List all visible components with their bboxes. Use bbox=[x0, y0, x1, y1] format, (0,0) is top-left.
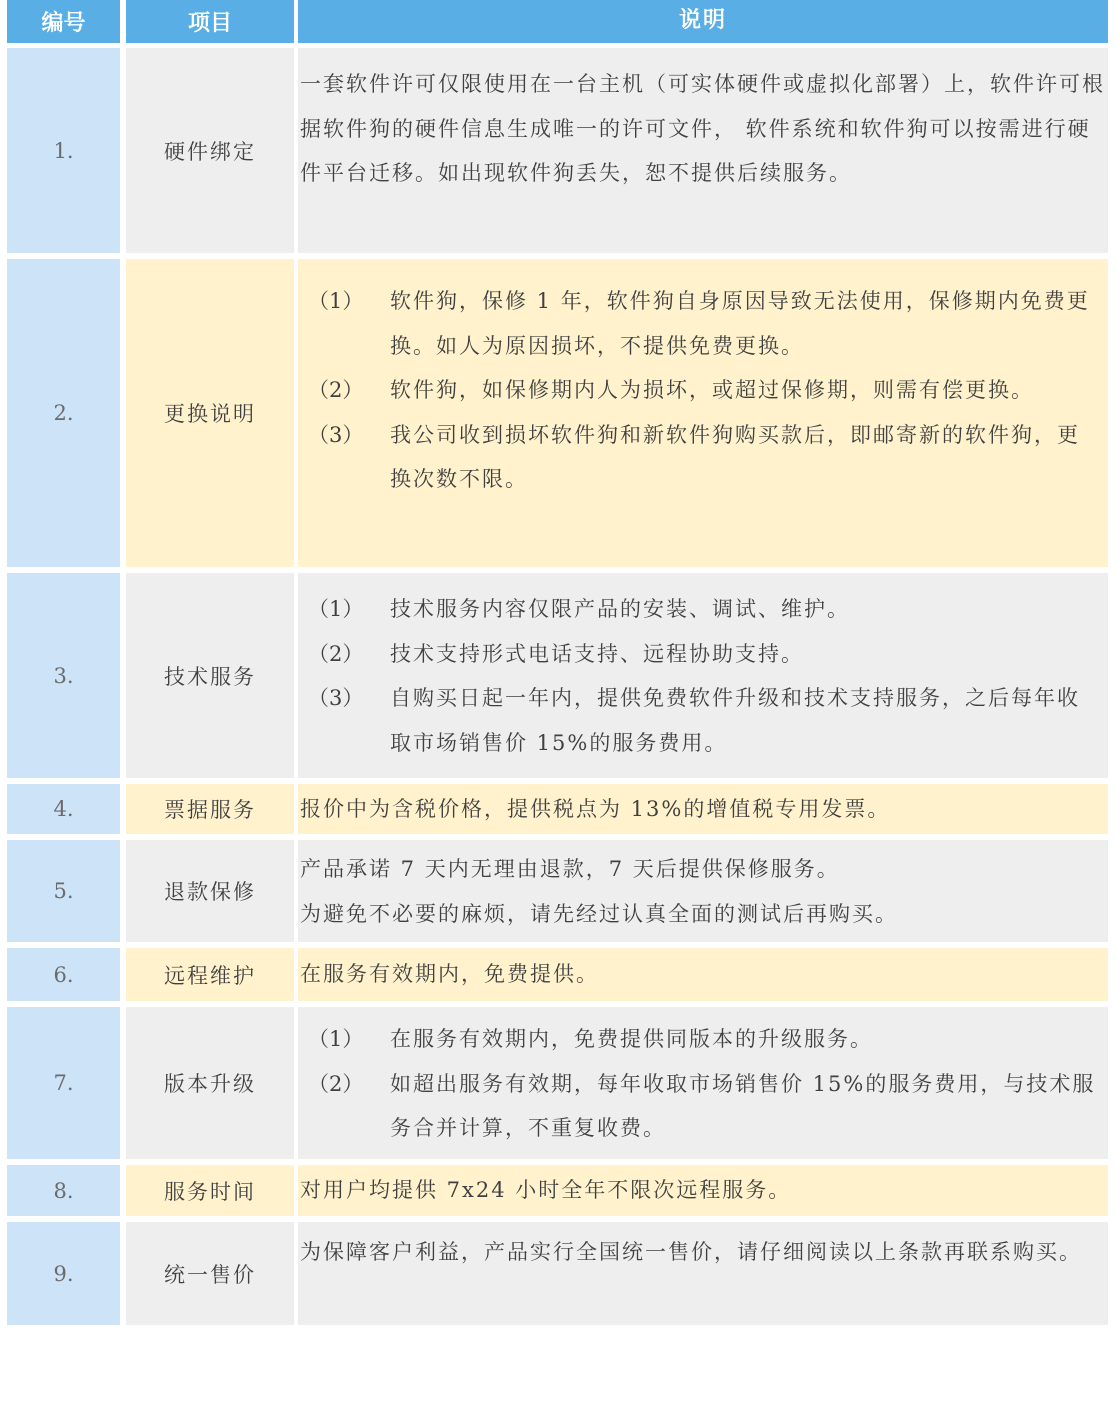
list-number: （2） bbox=[308, 1071, 364, 1096]
row-number: 1. bbox=[7, 48, 120, 253]
row-number: 6. bbox=[7, 948, 120, 1001]
list-text: 自购买日起一年内，提供免费软件升级和技术支持服务，之后每年收取市场销售价 15%的服务费用。 bbox=[390, 686, 1080, 755]
row-number: 4. bbox=[7, 784, 120, 834]
table-row bbox=[0, 840, 1118, 942]
row-number: 5. bbox=[7, 840, 120, 942]
table-row bbox=[0, 48, 1118, 253]
list-item bbox=[308, 587, 1108, 632]
row-number: 2. bbox=[7, 259, 120, 567]
list-item bbox=[308, 1017, 1108, 1062]
row-desc bbox=[298, 573, 1108, 778]
table-row bbox=[0, 784, 1118, 834]
list-text: 技术支持形式电话支持、远程协助支持。 bbox=[390, 641, 804, 666]
list-number: （3） bbox=[308, 422, 364, 447]
header-item: 项目 bbox=[126, 0, 294, 43]
table-header bbox=[0, 0, 1118, 43]
list-number: （1） bbox=[308, 597, 364, 621]
row-desc: 一套软件许可仅限使用在一台主机（可实体硬件或虚拟化部署）上，软件许可根据软件狗的硬件信息生成唯一的许可文件， 软件系统和软件狗可以按需进行硬件平台迁移。如出现软件狗丢失，恕不提供后续服务。 bbox=[298, 48, 1108, 253]
table-row bbox=[0, 1222, 1118, 1325]
desc-line: 为避免不必要的麻烦，请先经过认真全面的测试后再购买。 bbox=[300, 901, 898, 926]
row-item: 统一售价 bbox=[126, 1222, 294, 1325]
list-item bbox=[308, 632, 1108, 677]
row-item: 更换说明 bbox=[126, 259, 294, 567]
row-desc: 报价中为含税价格，提供税点为 13%的增值税专用发票。 bbox=[298, 784, 1108, 834]
list-number: （1） bbox=[308, 289, 364, 313]
table-row bbox=[0, 1007, 1118, 1159]
table-row bbox=[0, 573, 1118, 778]
list-item bbox=[308, 279, 1108, 368]
row-item: 票据服务 bbox=[126, 784, 294, 834]
list-item bbox=[308, 676, 1108, 765]
list-text: 技术服务内容仅限产品的安装、调试、维护。 bbox=[390, 597, 850, 621]
row-desc bbox=[298, 840, 1108, 942]
list-number: （1） bbox=[308, 1027, 364, 1051]
desc-line: 产品承诺 7 天内无理由退款，7 天后提供保修服务。 bbox=[300, 857, 840, 881]
list-text: 在服务有效期内，免费提供同版本的升级服务。 bbox=[390, 1027, 873, 1051]
header-no: 编号 bbox=[7, 0, 120, 43]
row-item: 远程维护 bbox=[126, 948, 294, 1001]
row-number: 9. bbox=[7, 1222, 120, 1325]
header-desc: 说明 bbox=[298, 0, 1108, 43]
table-row bbox=[0, 1165, 1118, 1216]
row-desc: 为保障客户利益，产品实行全国统一售价，请仔细阅读以上条款再联系购买。 bbox=[298, 1222, 1108, 1325]
row-item: 技术服务 bbox=[126, 573, 294, 778]
table-row bbox=[0, 948, 1118, 1001]
list-number: （2） bbox=[308, 378, 364, 402]
row-desc bbox=[298, 1007, 1108, 1159]
row-desc: 对用户均提供 7x24 小时全年不限次远程服务。 bbox=[298, 1165, 1108, 1216]
list-text: 如超出服务有效期，每年收取市场销售价 15%的服务费用，与技术服务合并计算，不重复收费。 bbox=[390, 1071, 1096, 1140]
row-desc: 在服务有效期内，免费提供。 bbox=[298, 948, 1108, 1001]
list-item bbox=[308, 413, 1108, 502]
list-text: 我公司收到损坏软件狗和新软件狗购买款后，即邮寄新的软件狗，更换次数不限。 bbox=[390, 422, 1080, 491]
row-number: 3. bbox=[7, 573, 120, 778]
row-desc bbox=[298, 259, 1108, 567]
list-number: （3） bbox=[308, 686, 364, 710]
row-item: 退款保修 bbox=[126, 840, 294, 942]
list-text: 软件狗，如保修期内人为损坏，或超过保修期，则需有偿更换。 bbox=[390, 378, 1034, 402]
list-item bbox=[308, 1062, 1108, 1151]
row-item: 硬件绑定 bbox=[126, 48, 294, 253]
list-item bbox=[308, 368, 1108, 413]
row-number: 7. bbox=[7, 1007, 120, 1159]
row-item: 服务时间 bbox=[126, 1165, 294, 1216]
row-item: 版本升级 bbox=[126, 1007, 294, 1159]
list-text: 软件狗，保修 1 年，软件狗自身原因导致无法使用，保修期内免费更换。如人为原因损坏，不提供免费更换。 bbox=[390, 289, 1090, 358]
row-number: 8. bbox=[7, 1165, 120, 1216]
table-row bbox=[0, 259, 1118, 567]
list-number: （2） bbox=[308, 641, 364, 666]
